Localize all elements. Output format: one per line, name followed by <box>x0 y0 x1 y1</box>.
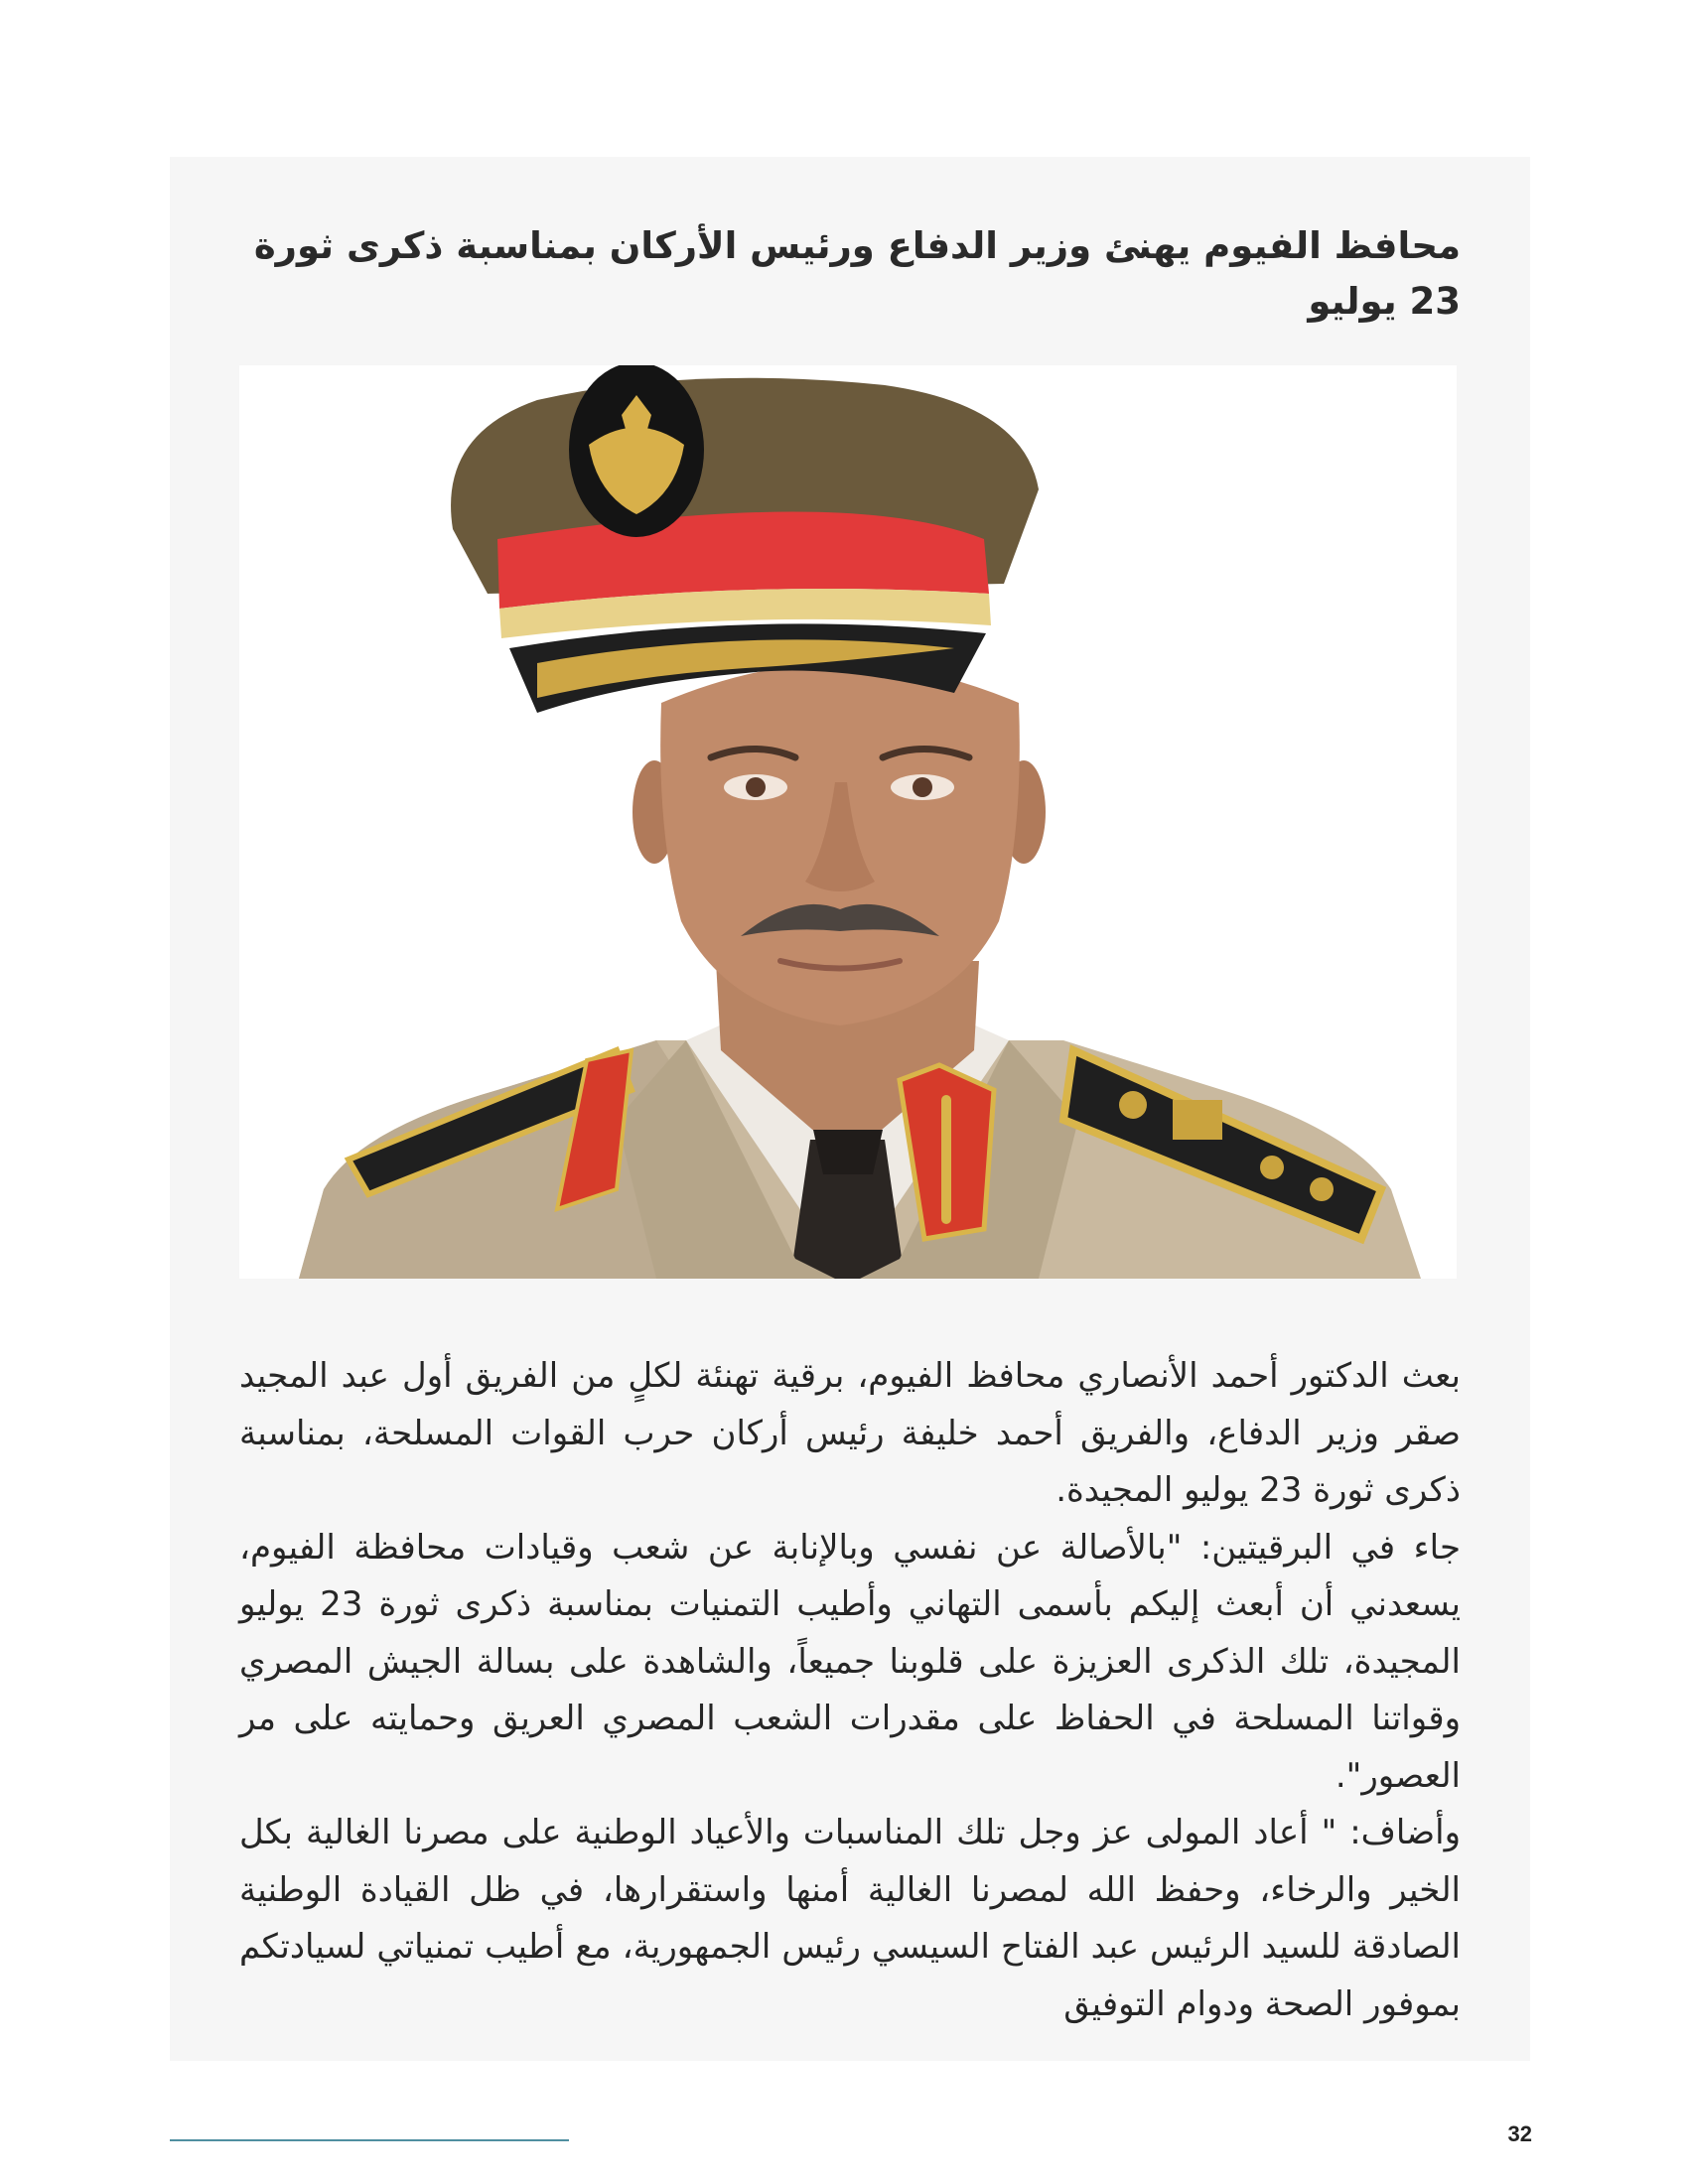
article-body <box>239 1348 1461 2033</box>
article-paragraph-1: بعث الدكتور أحمد الأنصاري محافظ الفيوم، برقية تهنئة لكلٍ من الفريق أول عبد المجيد صقر وزير الدفاع، والفريق أحمد خليفة رئيس أركان حرب القوات المسلحة، بمناسبة ذكرى ثورة 23 يوليو المجيدة. <box>239 1356 1461 1510</box>
officer-portrait-illustration <box>239 365 1457 1279</box>
article-title: محافظ الفيوم يهنئ وزير الدفاع ورئيس الأركان بمناسبة ذكرى ثورة 23 يوليو <box>253 224 1461 323</box>
article-paragraph-3: وأضاف: " أعاد المولى عز وجل تلك المناسبات والأعياد الوطنية على مصرنا الغالية بكل الخير والرخاء، وحفظ الله لمصرنا الغالية أمنها واستقرارها، في ظل القيادة الوطنية الصادقة للسيد الرئيس عبد الفتاح السيسي رئيس الجمهورية، مع أطيب تمنياتي لسيادتكم بموفور الصحة ودوام التوفيق <box>239 1813 1461 2024</box>
article-paragraph-2: جاء في البرقيتين: "بالأصالة عن نفسي وبالإنابة عن شعب وقيادات محافظة الفيوم، يسعدني أن أبعث إليكم بأسمى التهاني وأطيب التمنيات بمناسبة ذكرى ثورة 23 يوليو المجيدة، تلك الذكرى العزيزة على قلوبنا جميعاً، والشاهدة على بسالة الجيش المصري وقواتنا المسلحة في الحفاظ على مقدرات الشعب المصري العريق وحمايته على مر العصور". <box>239 1527 1461 1796</box>
page-number: 32 <box>1507 2121 1532 2146</box>
article-card <box>170 157 1530 2061</box>
article-photo <box>239 365 1457 1279</box>
footer-rule <box>170 2139 569 2141</box>
